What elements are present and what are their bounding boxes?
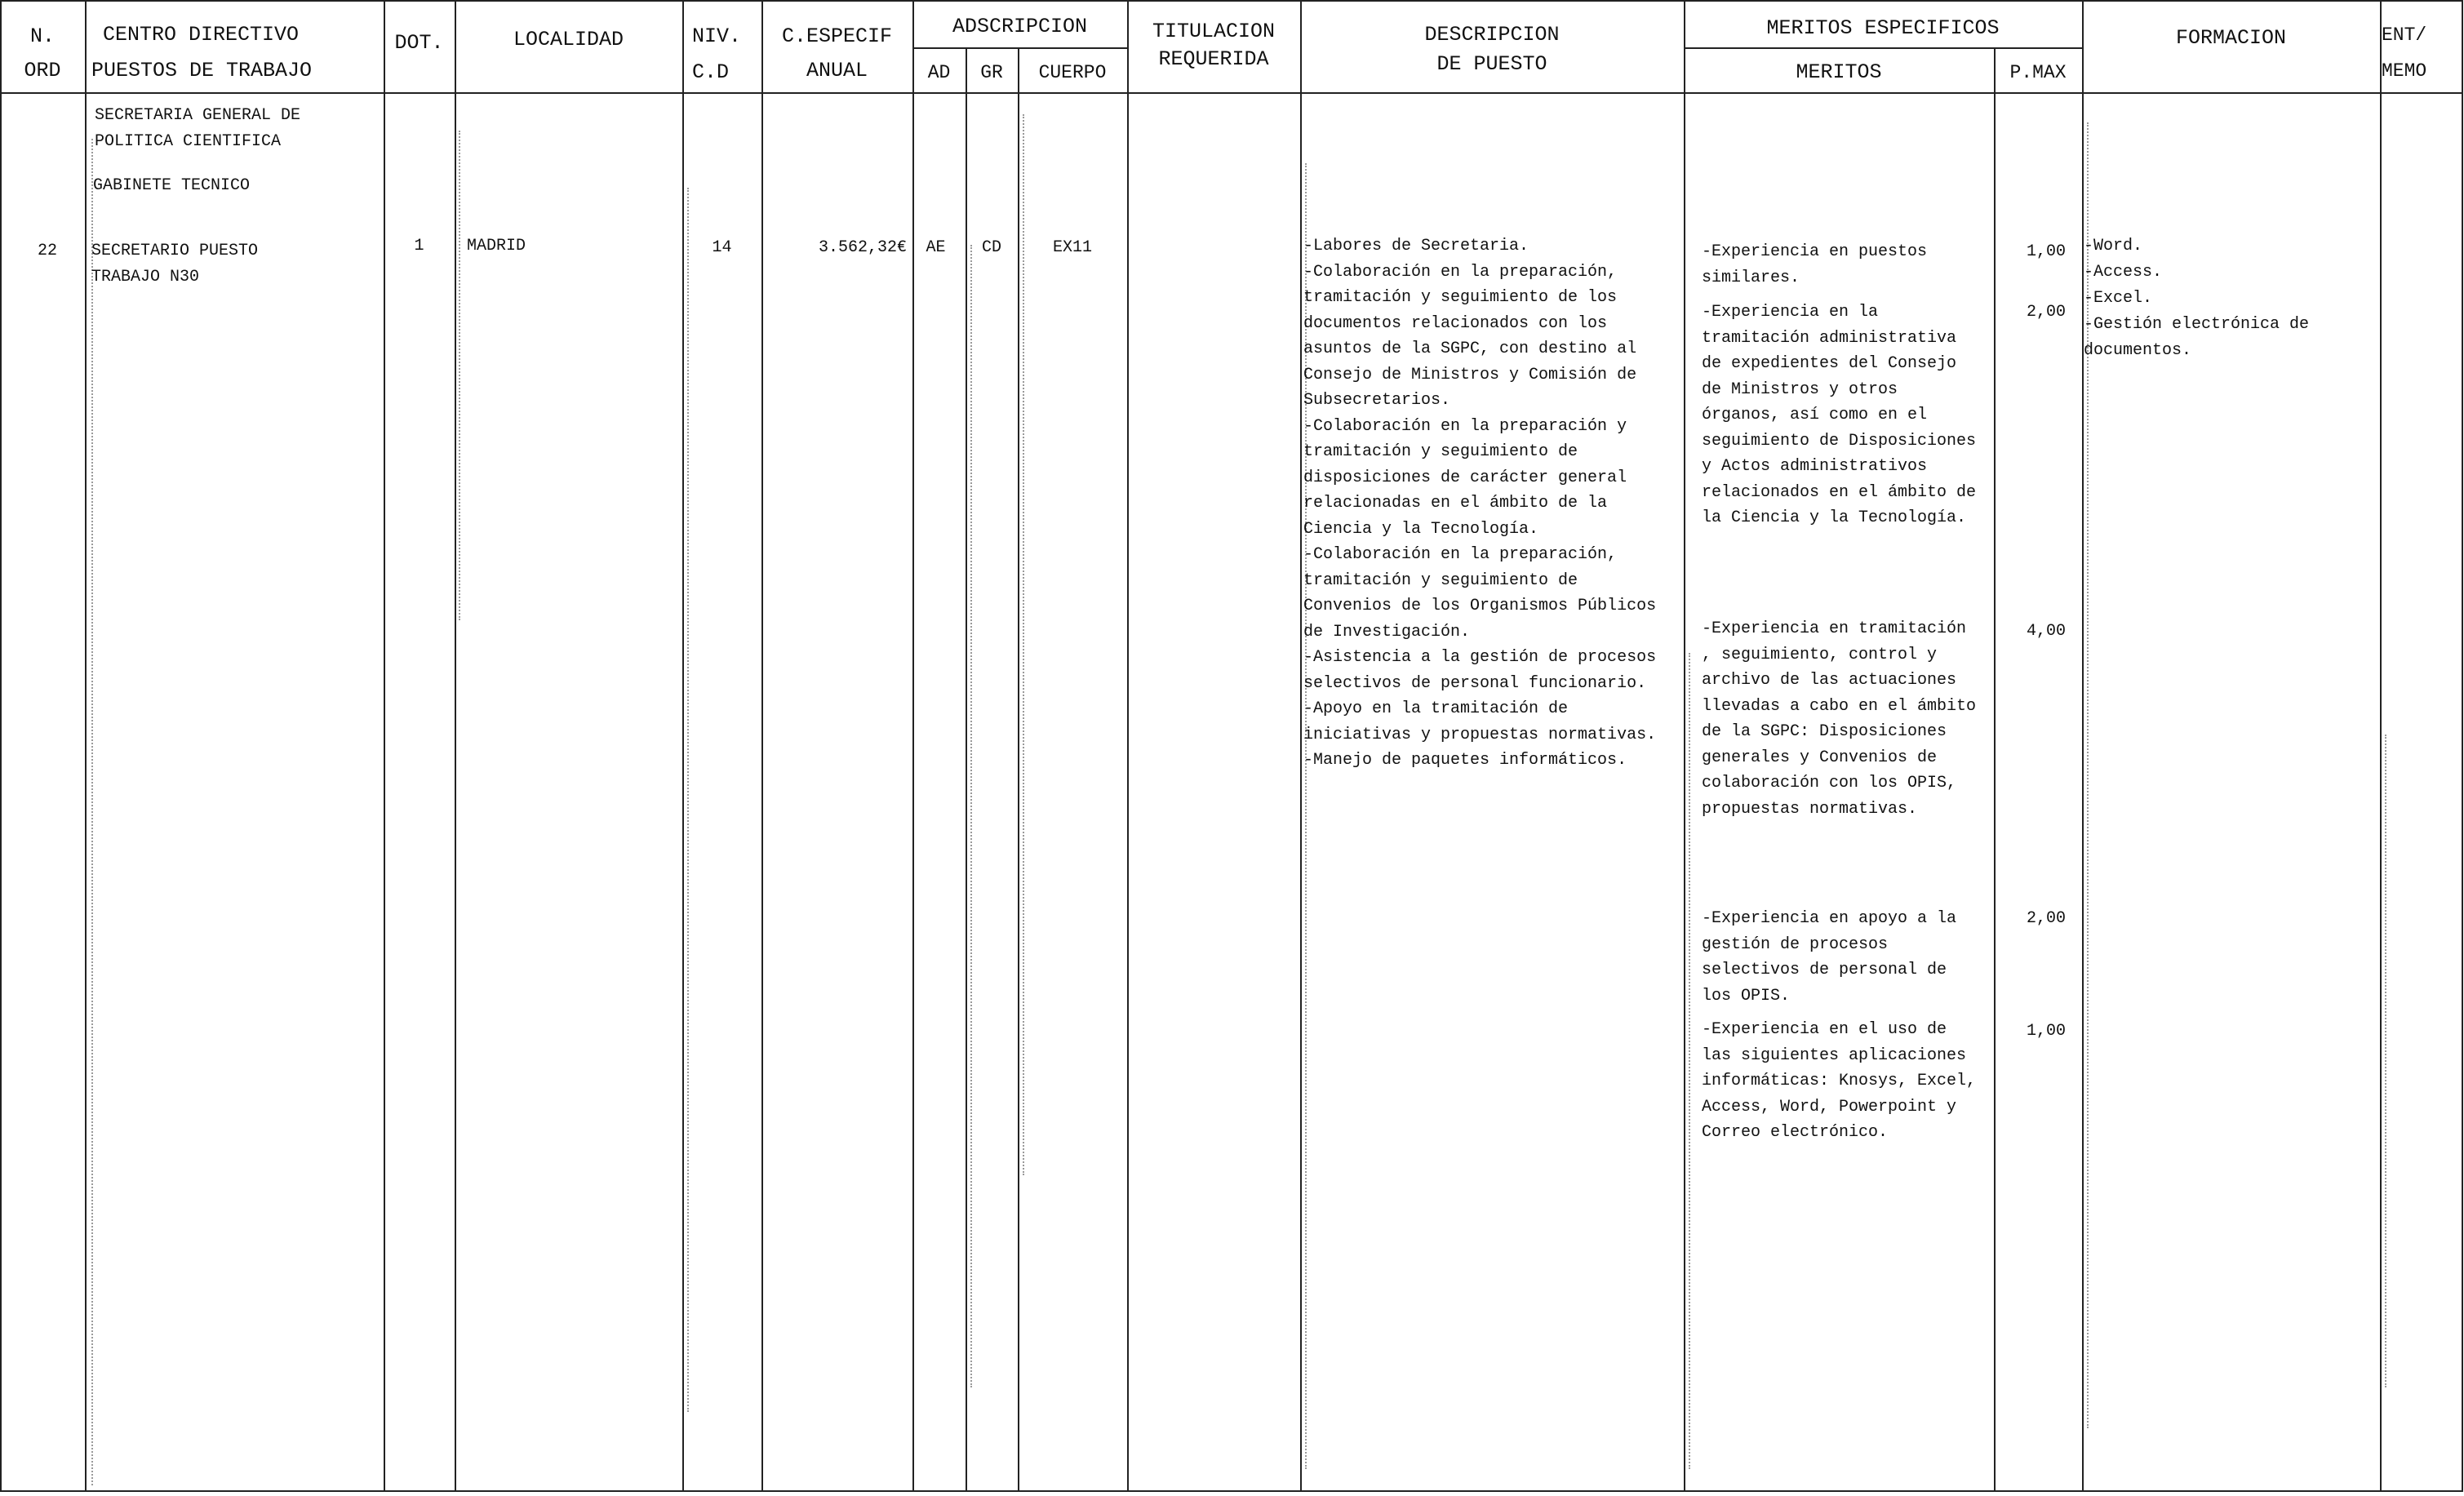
header-cuerpo: CUERPO (1038, 62, 1107, 83)
scan-artifact-line (2385, 735, 2386, 1387)
header-localidad: LOCALIDAD (513, 28, 624, 51)
col-border-right (2462, 0, 2463, 1492)
header-n-ord-line2: ORD (24, 59, 61, 82)
row-gr: CD (981, 238, 1001, 257)
merito-row (1702, 239, 1979, 291)
row-puesto-line1: SECRETARIO PUESTO (91, 242, 259, 260)
formacion-item: -Access. (2084, 263, 2163, 282)
unit-subunit: GABINETE TECNICO (93, 176, 251, 195)
header-bottom-border (0, 92, 2462, 94)
col-border-left (0, 0, 2, 1492)
header-niv-line1: NIV. (692, 24, 742, 48)
col-border-niv (761, 0, 763, 1492)
header-adscripcion: ADSCRIPCION (952, 15, 1088, 38)
merito-pmax: 1,00 (2026, 1022, 2066, 1041)
descripcion-item: -Colaboración en la preparación, tramitación y seguimiento de Convenios de los Organismos Públicos de Investigación. (1303, 545, 1657, 641)
row-cuerpo: EX11 (1052, 238, 1092, 257)
scan-artifact-line (459, 131, 460, 620)
scan-artifact-line (687, 188, 689, 1412)
table-bottom-border (0, 1490, 2462, 1492)
merito-pmax: 2,00 (2026, 909, 2066, 928)
header-niv-line2: C.D (692, 60, 730, 84)
col-border-cespecif (912, 0, 914, 1492)
merito-text: -Experiencia en puestos similares. (1702, 242, 1928, 287)
header-n-ord-line1: N. (29, 24, 55, 48)
row-dot: 1 (414, 237, 424, 255)
scan-artifact-line (1023, 114, 1024, 1175)
merito-text: -Experiencia en tramitación , seguimiento, control y archivo de las actuaciones llevadas a cabo en el ámbito de la SGPC: Disposiciones generales y Convenios de colaboración con los OPIS, propuestas normativas. (1702, 619, 1977, 819)
header-pmax: P.MAX (2009, 62, 2067, 83)
row-puesto-line2: TRABAJO N30 (91, 267, 200, 286)
merito-row (1702, 616, 1979, 822)
formacion-item: -Gestión electrónica de documentos. (2084, 315, 2310, 360)
col-border-n-ord (85, 0, 87, 1492)
row-niv: 14 (712, 238, 732, 257)
descripcion-item: -Colaboración en la preparación, tramitación y seguimiento de los documentos relacionados con los asuntos de la SGPC, con destino al Consejo de Ministros y Comisión de Subsecretarios. (1303, 262, 1637, 410)
merito-text: -Experiencia en apoyo a la gestión de procesos selectivos de personal de los OPIS. (1702, 909, 1957, 1005)
descripcion-item: -Apoyo en la tramitación de iniciativas y propuestas normativas. (1303, 699, 1657, 744)
header-formacion: FORMACION (2175, 26, 2287, 50)
formacion-item: -Word. (2084, 237, 2143, 255)
merito-text: -Experiencia en la tramitación administrativa de expedientes del Consejo de Ministros y otros órganos, así como en el seguimiento de Disposiciones y Actos administrativos relacionados en el ámbito de la Ciencia y la Tecnología. (1702, 303, 1977, 527)
descripcion-item: -Labores de Secretaria. (1303, 237, 1529, 255)
row-ad: AE (926, 238, 946, 257)
scan-artifact-line (91, 139, 93, 1485)
col-border-pmax (2082, 0, 2084, 1492)
col-border-cuerpo (1127, 0, 1129, 1492)
header-titulacion-line1: TITULACION (1152, 20, 1276, 43)
header-titulacion (1127, 20, 1300, 72)
header-niv (684, 24, 770, 85)
scan-artifact-line (970, 245, 972, 1387)
formacion-item: -Excel. (2084, 289, 2153, 308)
col-border-titulacion (1300, 0, 1302, 1492)
merito-row (1702, 300, 1979, 531)
col-border-dot (455, 0, 456, 1492)
header-centro (91, 23, 377, 83)
header-centro-line1: CENTRO DIRECTIVO (103, 23, 300, 47)
unit-name-line2: POLITICA CIENTIFICA (95, 131, 282, 151)
header-titulacion-line2: REQUERIDA (1158, 47, 1269, 71)
table-top-border (0, 0, 2462, 2)
scan-artifact-line (1689, 653, 1690, 1469)
header-descripcion (1300, 23, 1684, 77)
header-ad: AD (927, 62, 951, 83)
unit-name-line1: SECRETARIA GENERAL DE (95, 106, 301, 125)
header-dot: DOT. (394, 31, 444, 55)
descripcion-item: -Colaboración en la preparación y tramitación y seguimiento de disposiciones de carácter general relacionadas en el ámbito de la Ciencia y la Tecnología. (1303, 416, 1627, 539)
header-gr: GR (980, 62, 1003, 83)
header-descripcion-line1: DESCRIPCION (1424, 23, 1560, 47)
col-border-ad (966, 47, 967, 1492)
header-meritos: MERITOS (1796, 60, 1882, 84)
merito-row (1702, 906, 1979, 1009)
header-cespecif-line2: ANUAL (806, 59, 868, 82)
header-cespecif (761, 24, 912, 83)
unit-name (95, 103, 300, 154)
row-n-ord: 22 (37, 242, 57, 260)
row-localidad: MADRID (467, 237, 526, 255)
merito-pmax: 2,00 (2026, 303, 2066, 322)
header-cespecif-line1: C.ESPECIF (781, 24, 893, 48)
header-ent-memo (2382, 23, 2462, 83)
adscripcion-subheader-border (912, 47, 1127, 49)
col-border-centro (384, 0, 385, 1492)
col-border-descripcion (1684, 0, 1685, 1492)
header-n-ord (0, 24, 85, 83)
row-puesto (91, 238, 258, 290)
header-centro-line2: PUESTOS DE TRABAJO (91, 59, 313, 82)
descripcion-item: -Asistencia a la gestión de procesos selectivos de personal funcionario. (1303, 648, 1657, 693)
descripcion-item: -Manejo de paquetes informáticos. (1303, 751, 1627, 770)
header-ent-memo-line1: ENT/ (2382, 24, 2427, 46)
row-cespecif: 3.562,32€ (818, 238, 907, 257)
header-descripcion-line2: DE PUESTO (1436, 52, 1547, 76)
col-border-gr (1018, 47, 1019, 1492)
row-descripcion (1303, 233, 1663, 774)
merito-text: -Experiencia en el uso de las siguientes aplicaciones informáticas: Knosys, Excel, Access, Word, Powerpoint y Correo electrónico. (1702, 1020, 1977, 1142)
merito-pmax: 1,00 (2026, 242, 2066, 261)
merito-pmax: 4,00 (2026, 622, 2066, 641)
header-ent-memo-line2: MEMO (2382, 60, 2427, 82)
header-meritos-especificos: MERITOS ESPECIFICOS (1766, 16, 2000, 40)
meritos-subheader-border (1684, 47, 2082, 49)
merito-row (1702, 1017, 1979, 1146)
row-formacion (2084, 233, 2353, 364)
col-border-formacion (2380, 0, 2382, 1492)
col-border-localidad (682, 0, 684, 1492)
